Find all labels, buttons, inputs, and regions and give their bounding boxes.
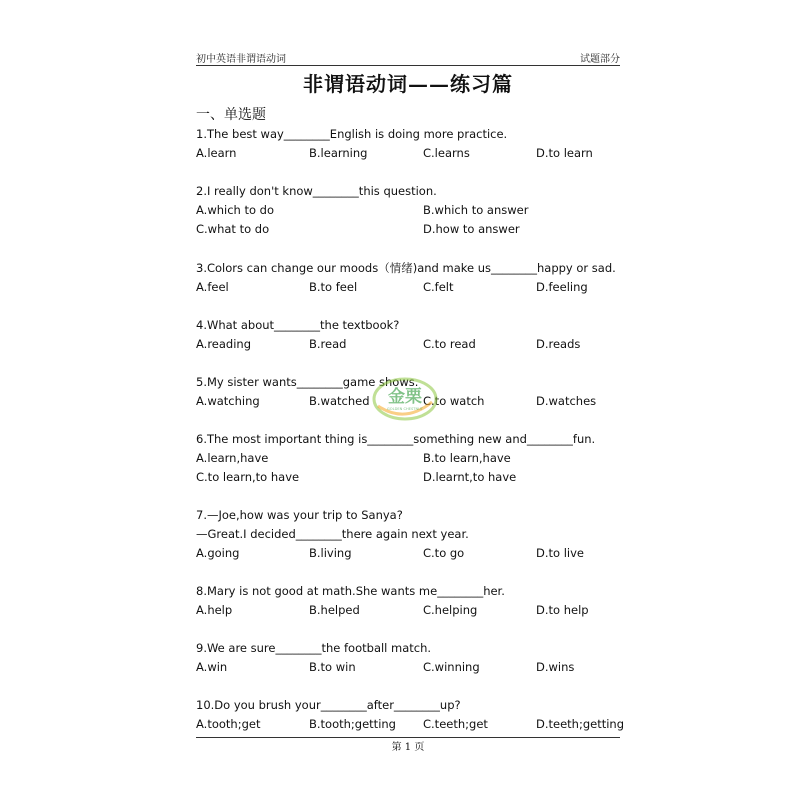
option-c: C.what to do (196, 222, 270, 236)
option-b: B.to win (309, 660, 356, 674)
option-a: A.going (196, 546, 240, 560)
question-options (196, 201, 620, 220)
question-stem: 10.Do you brush your________after________up? (196, 698, 461, 712)
question-options (196, 220, 620, 239)
option-a: A.learn (196, 146, 237, 160)
watermark-subtext: GOLDEN CHESTNUT (387, 407, 423, 411)
question (196, 125, 620, 163)
option-d: D.watches (536, 394, 597, 408)
question-options (196, 658, 620, 677)
question-stem: 7.—Joe,how was your trip to Sanya? (196, 508, 403, 522)
option-c: C.to watch (423, 394, 485, 408)
option-c: C.teeth;get (423, 717, 488, 731)
question-options (196, 278, 620, 297)
question (196, 259, 620, 297)
page-header (196, 50, 620, 64)
question-stem: 2.I really don't know________this question. (196, 184, 437, 198)
question-stem: 8.Mary is not good at math.She wants me________her. (196, 584, 505, 598)
question-options (196, 468, 620, 487)
header-left-text: 初中英语非谓语动词 (196, 54, 286, 65)
option-b: B.which to answer (423, 203, 529, 217)
question (196, 639, 620, 677)
watermark-logo (372, 376, 438, 422)
option-a: A.watching (196, 394, 260, 408)
option-a: A.which to do (196, 203, 275, 217)
question (196, 506, 620, 563)
option-d: D.learnt,to have (423, 470, 517, 484)
option-d: D.how to answer (423, 222, 520, 236)
question (196, 316, 620, 354)
option-a: A.reading (196, 337, 252, 351)
option-d: D.teeth;getting (536, 717, 625, 731)
question-options (196, 335, 620, 354)
option-c: C.to learn,to have (196, 470, 300, 484)
option-d: D.to help (536, 603, 589, 617)
option-b: B.read (309, 337, 347, 351)
header-divider (196, 65, 620, 66)
option-d: D.to learn (536, 146, 593, 160)
option-b: B.tooth;getting (309, 717, 396, 731)
option-a: A.feel (196, 280, 229, 294)
question-stem: 6.The most important thing is________something new and________fun. (196, 432, 596, 446)
option-b: B.to feel (309, 280, 358, 294)
option-d: D.reads (536, 337, 581, 351)
question-options (196, 144, 620, 163)
watermark-text: 金栗 (388, 387, 422, 407)
option-a: A.win (196, 660, 228, 674)
question (196, 696, 625, 734)
question-options (196, 601, 620, 620)
option-c: C.felt (423, 280, 454, 294)
question-options (196, 544, 620, 563)
question (196, 582, 620, 620)
option-c: C.to read (423, 337, 476, 351)
option-a: A.tooth;get (196, 717, 261, 731)
option-a: A.learn,have (196, 451, 269, 465)
page-title: 非谓语动词——练习篇 (303, 72, 513, 96)
header-right-text: 试题部分 (580, 54, 620, 65)
option-d: D.feeling (536, 280, 588, 294)
question-stem: 9.We are sure________the football match. (196, 641, 432, 655)
option-d: D.wins (536, 660, 575, 674)
question-options (196, 715, 625, 734)
option-b: B.living (309, 546, 352, 560)
option-a: A.help (196, 603, 233, 617)
question-stem: 5.My sister wants________game shows. (196, 375, 419, 389)
option-c: C.to go (423, 546, 465, 560)
question-options (196, 449, 620, 468)
question (196, 430, 620, 487)
option-b: B.helped (309, 603, 360, 617)
question-stem: 3.Colors can change our moods（情绪)and make us________happy or sad. (196, 261, 616, 275)
option-c: C.learns (423, 146, 470, 160)
option-c: C.helping (423, 603, 478, 617)
option-b: B.learning (309, 146, 368, 160)
option-b: B.to learn,have (423, 451, 511, 465)
option-d: D.to live (536, 546, 584, 560)
option-c: C.winning (423, 660, 480, 674)
question (196, 182, 620, 239)
section-title: 一、单选题 (196, 107, 266, 123)
question-stem: —Great.I decided________there again next year. (196, 527, 469, 541)
question-stem: 1.The best way________English is doing more practice. (196, 127, 508, 141)
page-number: 第 1 页 (391, 742, 425, 753)
question-stem: 4.What about________the textbook? (196, 318, 400, 332)
option-b: B.watched (309, 394, 370, 408)
